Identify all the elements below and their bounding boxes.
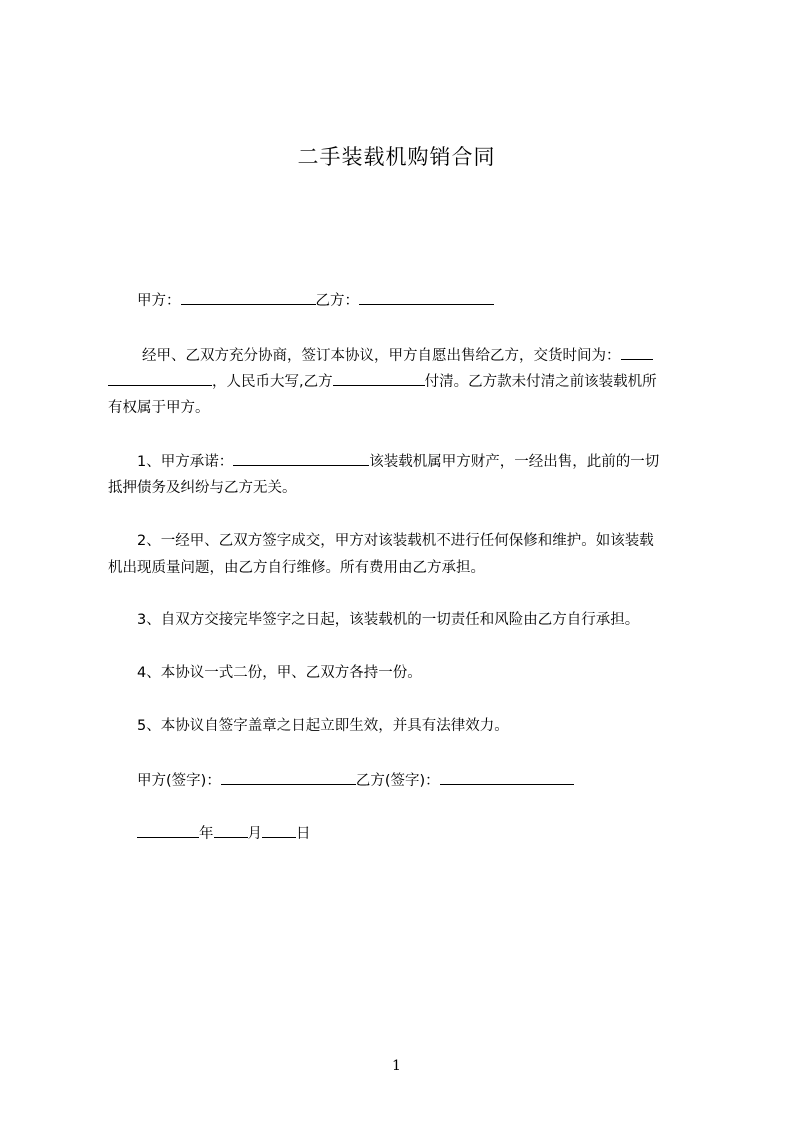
clause-2-line-1 — [137, 531, 654, 551]
intro-line-2 — [108, 371, 657, 392]
intro-text-1: 经甲、乙双方充分协商，签订本协议，甲方自愿出售给乙方，交货时间为： — [142, 348, 621, 364]
intro-text-3: 有权属于甲方。 — [108, 400, 210, 416]
clause-2-text-a: 2、一经甲、乙双方签字成交，甲方对该装载机不进行任何保修和维护。如该装载 — [137, 533, 654, 549]
day-blank — [262, 823, 296, 838]
clause-1-blank — [233, 451, 369, 466]
clause-2-line-2 — [108, 558, 485, 578]
payment-blank — [333, 371, 425, 386]
clause-5-text: 5、本协议自签字盖章之日起立即生效，并具有法律效力。 — [137, 718, 509, 734]
clause-1-text-c: 抵押债务及纠纷与乙方无关。 — [108, 480, 297, 496]
clause-1-text-b: 该装载机属甲方财产，一经出售，此前的一切 — [369, 454, 660, 470]
party-b-sign-blank — [440, 770, 574, 785]
party-b-label: 乙方： — [315, 293, 359, 309]
year-label: 年 — [199, 826, 214, 842]
party-a-blank — [181, 290, 316, 305]
intro-text-2b: 付清。乙方款未付清之前该装载机所 — [424, 374, 657, 390]
clause-3-text: 3、自双方交接完毕签字之日起，该装载机的一切责任和风险由乙方自行承担。 — [137, 612, 640, 628]
clause-4-text: 4、本协议一式二份，甲、乙双方各持一份。 — [137, 665, 422, 681]
delivery-time-blank-b — [108, 371, 212, 386]
month-label: 月 — [247, 826, 262, 842]
year-blank — [137, 823, 199, 838]
clause-1-text-a: 1、甲方承诺： — [137, 454, 234, 470]
clause-1-line-2 — [108, 478, 297, 498]
intro-line-3 — [108, 398, 210, 418]
intro-text-2a: ，人民币大写,乙方 — [212, 374, 333, 390]
signature-line — [137, 770, 574, 791]
party-a-label: 甲方： — [137, 293, 181, 309]
month-blank — [214, 823, 248, 838]
clause-1-line-1 — [137, 451, 659, 472]
party-a-sign-blank — [221, 770, 356, 785]
intro-line-1 — [142, 345, 653, 366]
clause-2-text-b: 机出现质量问题，由乙方自行维修。所有费用由乙方承担。 — [108, 560, 485, 576]
date-line — [137, 823, 311, 844]
delivery-time-blank-a — [621, 345, 653, 360]
parties-line — [137, 290, 494, 311]
clause-3-line — [137, 610, 639, 630]
day-label: 日 — [296, 826, 311, 842]
party-b-blank — [359, 290, 494, 305]
clause-4-line — [137, 663, 422, 683]
page-number: 1 — [392, 1058, 401, 1074]
clause-5-line — [137, 716, 509, 736]
party-b-sign-label: 乙方(签字)： — [355, 773, 440, 789]
document-title: 二手装载机购销合同 — [297, 145, 496, 169]
party-a-sign-label: 甲方(签字)： — [137, 773, 221, 789]
